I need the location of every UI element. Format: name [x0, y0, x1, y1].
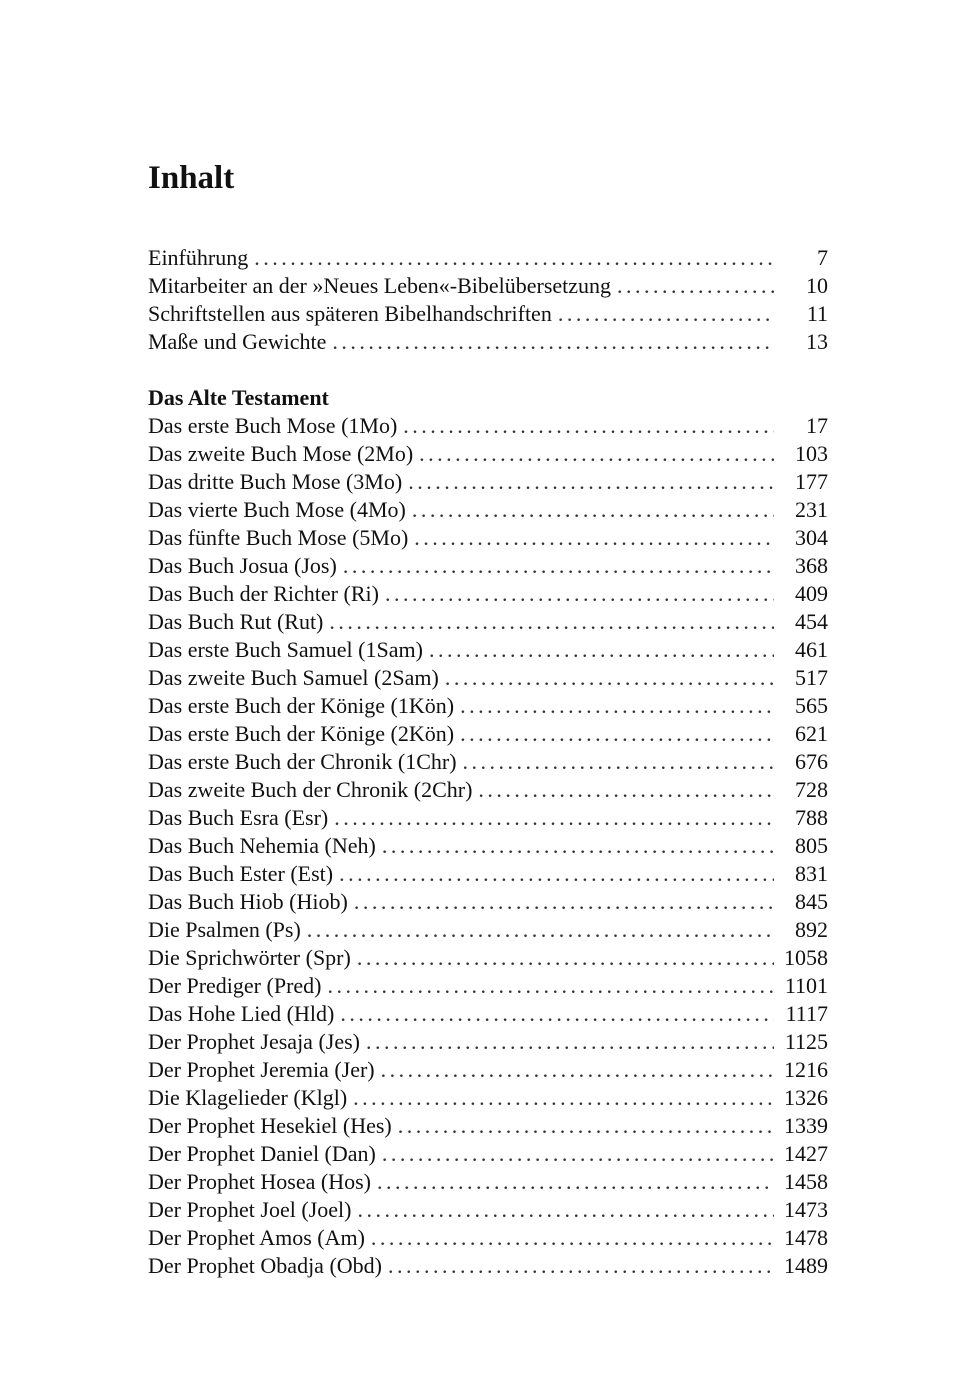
toc-entry-label: Der Prediger (Pred) — [148, 973, 322, 998]
dot-leader — [340, 1000, 774, 1028]
toc-entry-label: Das Buch Ester (Est) — [148, 861, 334, 886]
toc-entry-label: Das erste Buch Samuel (1Sam) — [148, 637, 423, 662]
toc-entry-page: 892 — [795, 917, 828, 942]
toc-entry-page: 788 — [795, 805, 828, 830]
toc-entry-page: 409 — [795, 581, 828, 606]
toc-entry-page: 1117 — [785, 1001, 828, 1026]
dot-leader — [332, 328, 774, 356]
toc-entry-label: Das erste Buch der Chronik (1Chr) — [148, 749, 457, 774]
toc-entry-label: Das Buch Nehemia (Neh) — [148, 833, 376, 858]
toc-entry[interactable] — [148, 1056, 828, 1084]
toc-entry-label: Das Buch Hiob (Hiob) — [148, 889, 348, 914]
dot-leader — [371, 1224, 774, 1252]
toc-entry-page: 1058 — [784, 945, 828, 970]
toc-entry-label: Maße und Gewichte — [148, 329, 327, 354]
toc-entry-label: Das zweite Buch Samuel (2Sam) — [148, 665, 439, 690]
toc-entry-page: 7 — [817, 245, 828, 270]
toc-entry-label: Das vierte Buch Mose (4Mo) — [148, 497, 406, 522]
dot-leader — [357, 944, 774, 972]
dot-leader — [354, 888, 774, 916]
toc-entry-page: 728 — [795, 777, 828, 802]
toc-entry-page: 454 — [795, 609, 828, 634]
dot-leader — [254, 244, 774, 272]
front-matter-list — [148, 244, 828, 356]
toc-entry-label: Der Prophet Obadja (Obd) — [148, 1253, 382, 1278]
toc-entry[interactable] — [148, 328, 828, 356]
section-heading-old-testament: Das Alte Testament — [148, 385, 329, 410]
toc-entry-page: 231 — [795, 497, 828, 522]
toc-entry[interactable] — [148, 692, 828, 720]
toc-entry-page: 1489 — [784, 1253, 828, 1278]
toc-entry[interactable] — [148, 1252, 828, 1280]
dot-leader — [478, 776, 774, 804]
toc-entry[interactable] — [148, 1028, 828, 1056]
toc-entry[interactable] — [148, 804, 828, 832]
toc-entry[interactable] — [148, 972, 828, 1000]
toc-entry-label: Die Sprichwörter (Spr) — [148, 945, 351, 970]
toc-entry[interactable] — [148, 1196, 828, 1224]
dot-leader — [460, 720, 774, 748]
toc-entry-label: Das erste Buch der Könige (2Kön) — [148, 721, 455, 746]
dot-leader — [343, 552, 774, 580]
toc-page — [148, 158, 828, 1280]
toc-entry[interactable] — [148, 636, 828, 664]
toc-entry[interactable] — [148, 552, 828, 580]
toc-entry-label: Der Prophet Jeremia (Jer) — [148, 1057, 375, 1082]
toc-entry-page: 368 — [795, 553, 828, 578]
toc-entry[interactable] — [148, 944, 828, 972]
toc-entry[interactable] — [148, 496, 828, 524]
toc-entry[interactable] — [148, 244, 828, 272]
dot-leader — [419, 440, 774, 468]
toc-entry-page: 461 — [795, 637, 828, 662]
toc-entry[interactable] — [148, 272, 828, 300]
toc-entry[interactable] — [148, 664, 828, 692]
toc-entry-page: 1478 — [784, 1225, 828, 1250]
toc-entry-label: Das Hohe Lied (Hld) — [148, 1001, 335, 1026]
dot-leader — [403, 412, 774, 440]
dot-leader — [382, 832, 774, 860]
toc-entry-label: Das Buch Esra (Esr) — [148, 805, 329, 830]
toc-entry-page: 676 — [795, 749, 828, 774]
toc-entry-label: Der Prophet Hesekiel (Hes) — [148, 1113, 392, 1138]
dot-leader — [558, 300, 774, 328]
toc-entry[interactable] — [148, 1140, 828, 1168]
toc-entry[interactable] — [148, 776, 828, 804]
toc-entry-label: Die Psalmen (Ps) — [148, 917, 301, 942]
toc-entry-page: 1326 — [784, 1085, 828, 1110]
toc-entry-label: Das Buch der Richter (Ri) — [148, 581, 379, 606]
toc-entry[interactable] — [148, 748, 828, 776]
old-testament-list — [148, 412, 828, 1280]
toc-entry[interactable] — [148, 300, 828, 328]
toc-entry-label: Der Prophet Daniel (Dan) — [148, 1141, 376, 1166]
toc-entry-label: Der Prophet Jesaja (Jes) — [148, 1029, 360, 1054]
dot-leader — [339, 860, 774, 888]
dot-leader — [412, 496, 774, 524]
toc-entry-label: Einführung — [148, 245, 249, 270]
toc-entry[interactable] — [148, 860, 828, 888]
dot-leader — [377, 1168, 774, 1196]
toc-entry[interactable] — [148, 888, 828, 916]
toc-entry-page: 845 — [795, 889, 828, 914]
dot-leader — [398, 1112, 774, 1140]
toc-entry-page: 1216 — [784, 1057, 828, 1082]
page-title: Inhalt — [148, 160, 235, 196]
toc-entry-label: Das zweite Buch der Chronik (2Chr) — [148, 777, 473, 802]
toc-entry-label: Das erste Buch der Könige (1Kön) — [148, 693, 455, 718]
toc-entry-page: 831 — [795, 861, 828, 886]
toc-entry-label: Die Klagelieder (Klgl) — [148, 1085, 348, 1110]
toc-entry-page: 517 — [795, 665, 828, 690]
toc-entry[interactable] — [148, 720, 828, 748]
toc-entry[interactable] — [148, 1000, 828, 1028]
toc-entry[interactable] — [148, 1224, 828, 1252]
toc-entry-label: Der Prophet Joel (Joel) — [148, 1197, 352, 1222]
toc-entry-page: 10 — [806, 273, 828, 298]
dot-leader — [463, 748, 774, 776]
dot-leader — [328, 972, 775, 1000]
toc-entry-page: 565 — [795, 693, 828, 718]
dot-leader — [617, 272, 774, 300]
toc-entry-page: 1101 — [784, 973, 828, 998]
toc-entry[interactable] — [148, 412, 828, 440]
toc-entry-page: 1458 — [784, 1169, 828, 1194]
toc-entry[interactable] — [148, 468, 828, 496]
dot-leader — [381, 1056, 774, 1084]
dot-leader — [445, 664, 774, 692]
dot-leader — [353, 1084, 774, 1112]
dot-leader — [429, 636, 774, 664]
toc-entry-page: 1339 — [784, 1113, 828, 1138]
toc-entry-page: 805 — [795, 833, 828, 858]
toc-entry-page: 1125 — [784, 1029, 828, 1054]
toc-entry-page: 304 — [795, 525, 828, 550]
dot-leader — [388, 1252, 774, 1280]
toc-entry[interactable] — [148, 608, 828, 636]
toc-entry[interactable] — [148, 580, 828, 608]
toc-entry[interactable] — [148, 440, 828, 468]
dot-leader — [382, 1140, 774, 1168]
toc-entry[interactable] — [148, 1168, 828, 1196]
dot-leader — [334, 804, 774, 832]
toc-entry-label: Schriftstellen aus späteren Bibelhandschriften — [148, 301, 552, 326]
toc-entry-page: 1473 — [784, 1197, 828, 1222]
toc-entry-page: 621 — [795, 721, 828, 746]
dot-leader — [366, 1028, 774, 1056]
toc-entry-page: 11 — [806, 301, 828, 326]
toc-entry-label: Das dritte Buch Mose (3Mo) — [148, 469, 403, 494]
dot-leader — [307, 916, 774, 944]
toc-entry-label: Das erste Buch Mose (1Mo) — [148, 413, 398, 438]
dot-leader — [329, 608, 774, 636]
toc-entry[interactable] — [148, 916, 828, 944]
dot-leader — [385, 580, 774, 608]
toc-entry[interactable] — [148, 832, 828, 860]
toc-entry-label: Das Buch Rut (Rut) — [148, 609, 324, 634]
toc-entry-label: Der Prophet Amos (Am) — [148, 1225, 365, 1250]
dot-leader — [414, 524, 774, 552]
toc-entry-page: 13 — [806, 329, 828, 354]
toc-entry-page: 17 — [806, 413, 828, 438]
toc-entry-page: 177 — [795, 469, 828, 494]
toc-entry-label: Das zweite Buch Mose (2Mo) — [148, 441, 414, 466]
toc-entry-page: 1427 — [784, 1141, 828, 1166]
dot-leader — [460, 692, 774, 720]
toc-entry[interactable] — [148, 524, 828, 552]
toc-entry-page: 103 — [795, 441, 828, 466]
toc-entry-label: Das fünfte Buch Mose (5Mo) — [148, 525, 409, 550]
dot-leader — [357, 1196, 774, 1224]
toc-entry[interactable] — [148, 1084, 828, 1112]
toc-entry-label: Mitarbeiter an der »Neues Leben«-Bibelübersetzung — [148, 273, 612, 298]
toc-entry[interactable] — [148, 1112, 828, 1140]
toc-entry-label: Das Buch Josua (Jos) — [148, 553, 337, 578]
dot-leader — [408, 468, 774, 496]
toc-entry-label: Der Prophet Hosea (Hos) — [148, 1169, 371, 1194]
